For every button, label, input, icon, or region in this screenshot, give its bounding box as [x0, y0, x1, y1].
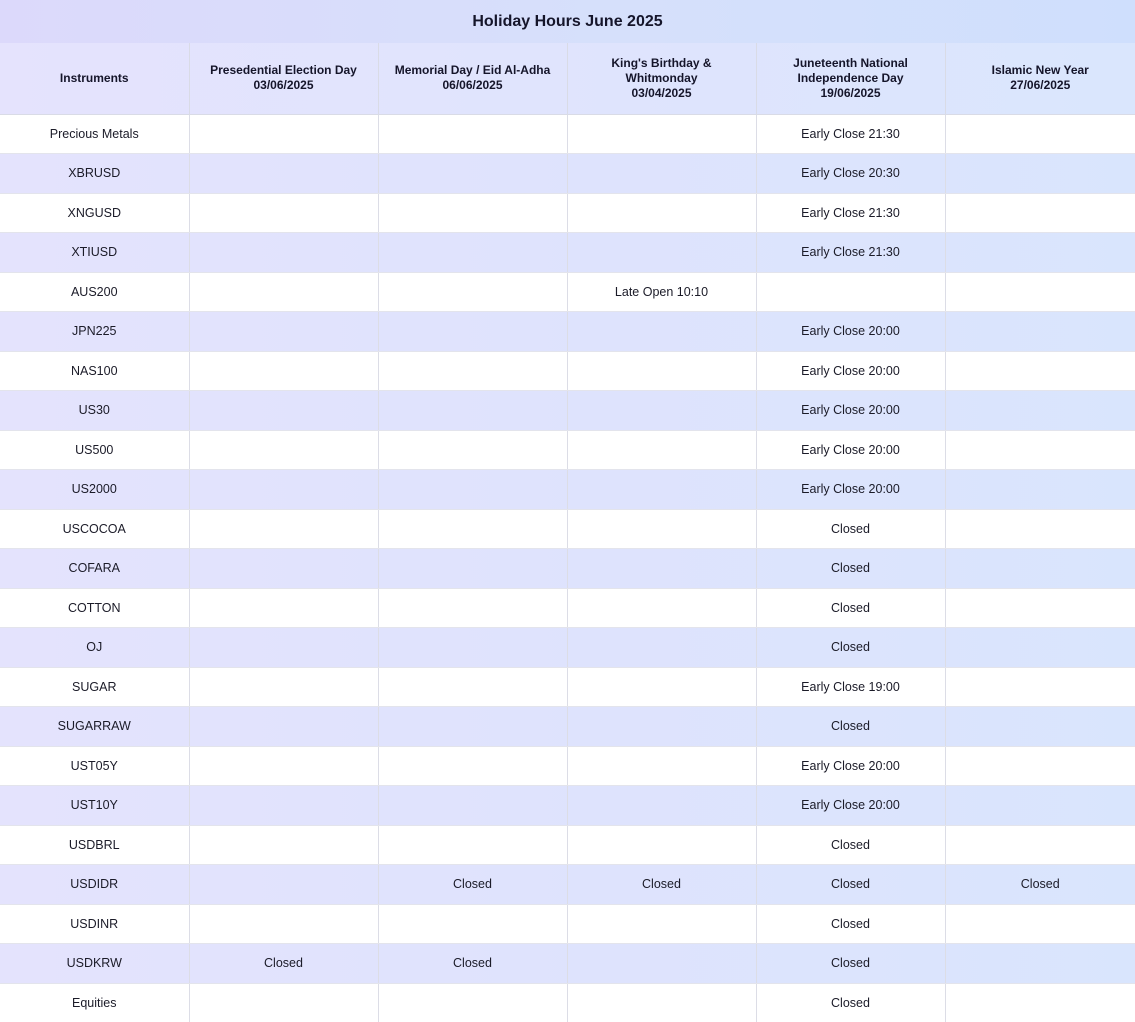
- instrument-cell: COTTON: [0, 588, 189, 628]
- hours-cell: [945, 193, 1135, 233]
- table-title: Holiday Hours June 2025: [0, 0, 1135, 43]
- hours-cell: [945, 628, 1135, 668]
- instrument-cell: OJ: [0, 628, 189, 668]
- hours-cell: [945, 351, 1135, 391]
- header-line: 03/06/2025: [253, 78, 314, 93]
- hours-cell: [378, 509, 567, 549]
- hours-cell: [378, 154, 567, 194]
- table-row: [0, 470, 1135, 510]
- hours-cell: Early Close 21:30: [756, 114, 945, 154]
- table-row: [0, 233, 1135, 273]
- hours-cell: Closed: [756, 904, 945, 944]
- hours-cell: Early Close 20:00: [756, 312, 945, 352]
- hours-cell: Early Close 21:30: [756, 193, 945, 233]
- hours-cell: Closed: [756, 944, 945, 984]
- hours-cell: [945, 588, 1135, 628]
- hours-cell: [567, 312, 756, 352]
- instrument-cell: COFARA: [0, 549, 189, 589]
- hours-cell: Early Close 20:00: [756, 786, 945, 826]
- hours-cell: [189, 549, 378, 589]
- hours-cell: Closed: [189, 944, 378, 984]
- header-instruments: [0, 43, 189, 114]
- hours-cell: [378, 825, 567, 865]
- hours-cell: [567, 707, 756, 747]
- header-row: [0, 43, 1135, 114]
- header-line: 27/06/2025: [1010, 78, 1071, 93]
- hours-cell: [189, 628, 378, 668]
- table-row: [0, 865, 1135, 905]
- header-line: Juneteenth National: [793, 55, 908, 70]
- table-row: [0, 430, 1135, 470]
- header-line: Instruments: [59, 70, 129, 85]
- instrument-cell: USCOCOA: [0, 509, 189, 549]
- hours-cell: [945, 391, 1135, 431]
- hours-cell: [567, 825, 756, 865]
- hours-cell: [189, 904, 378, 944]
- instrument-cell: AUS200: [0, 272, 189, 312]
- hours-cell: [567, 983, 756, 1022]
- hours-cell: [189, 509, 378, 549]
- hours-cell: [189, 312, 378, 352]
- hours-cell: [189, 825, 378, 865]
- hours-cell: [567, 114, 756, 154]
- table-row: [0, 628, 1135, 668]
- hours-cell: [567, 746, 756, 786]
- hours-cell: [189, 430, 378, 470]
- hours-cell: [945, 746, 1135, 786]
- header-line: Independence Day: [797, 70, 904, 85]
- hours-cell: [567, 470, 756, 510]
- header-kings-birthday-whitmonday: [567, 43, 756, 114]
- instrument-cell: Precious Metals: [0, 114, 189, 154]
- hours-cell: [945, 154, 1135, 194]
- hours-cell: [378, 233, 567, 273]
- instrument-cell: SUGARRAW: [0, 707, 189, 747]
- hours-cell: [378, 983, 567, 1022]
- header-presidential-election-day: [189, 43, 378, 114]
- hours-cell: Early Close 20:00: [756, 470, 945, 510]
- hours-cell: [378, 746, 567, 786]
- hours-cell: [189, 588, 378, 628]
- hours-cell: [189, 707, 378, 747]
- hours-cell: Closed: [567, 865, 756, 905]
- table-row: [0, 667, 1135, 707]
- hours-cell: [567, 904, 756, 944]
- hours-cell: [189, 470, 378, 510]
- instrument-cell: UST10Y: [0, 786, 189, 826]
- table-row: [0, 904, 1135, 944]
- table-row: [0, 114, 1135, 154]
- table-row: [0, 825, 1135, 865]
- table-row: [0, 154, 1135, 194]
- hours-cell: [378, 667, 567, 707]
- hours-cell: [189, 786, 378, 826]
- hours-cell: Closed: [756, 549, 945, 589]
- hours-cell: [189, 272, 378, 312]
- table-row: [0, 588, 1135, 628]
- hours-cell: [378, 628, 567, 668]
- hours-cell: [189, 983, 378, 1022]
- hours-cell: [378, 193, 567, 233]
- hours-cell: [378, 351, 567, 391]
- header-line: Memorial Day / Eid Al-Adha: [394, 63, 551, 78]
- table-row: [0, 193, 1135, 233]
- hours-cell: [945, 470, 1135, 510]
- instrument-cell: NAS100: [0, 351, 189, 391]
- hours-cell: Early Close 20:00: [756, 391, 945, 431]
- hours-cell: Closed: [756, 707, 945, 747]
- table-row: [0, 312, 1135, 352]
- hours-cell: [378, 707, 567, 747]
- instrument-cell: Equities: [0, 983, 189, 1022]
- header-line: Whitmonday: [625, 70, 698, 85]
- instrument-cell: US500: [0, 430, 189, 470]
- table-row: [0, 746, 1135, 786]
- hours-cell: [567, 944, 756, 984]
- header-islamic-new-year: [945, 43, 1135, 114]
- instrument-cell: UST05Y: [0, 746, 189, 786]
- hours-cell: Closed: [756, 628, 945, 668]
- instrument-cell: XTIUSD: [0, 233, 189, 273]
- hours-cell: [567, 233, 756, 273]
- hours-cell: Early Close 21:30: [756, 233, 945, 273]
- hours-cell: [567, 154, 756, 194]
- hours-cell: [567, 786, 756, 826]
- table-row: [0, 272, 1135, 312]
- hours-cell: [567, 667, 756, 707]
- hours-cell: [945, 983, 1135, 1022]
- table-row: [0, 707, 1135, 747]
- instrument-cell: XNGUSD: [0, 193, 189, 233]
- hours-cell: [567, 628, 756, 668]
- hours-cell: Early Close 19:00: [756, 667, 945, 707]
- hours-cell: [189, 667, 378, 707]
- header-line: King's Birthday &: [611, 55, 712, 70]
- hours-cell: [189, 351, 378, 391]
- hours-cell: [945, 509, 1135, 549]
- hours-cell: Closed: [378, 865, 567, 905]
- hours-cell: Closed: [378, 944, 567, 984]
- hours-cell: [945, 667, 1135, 707]
- hours-cell: Early Close 20:00: [756, 430, 945, 470]
- hours-cell: [189, 865, 378, 905]
- instrument-cell: US2000: [0, 470, 189, 510]
- instrument-cell: USDBRL: [0, 825, 189, 865]
- header-line: Islamic New Year: [991, 63, 1089, 78]
- table-row: [0, 549, 1135, 589]
- instrument-cell: SUGAR: [0, 667, 189, 707]
- hours-cell: [378, 114, 567, 154]
- instrument-cell: US30: [0, 391, 189, 431]
- hours-cell: [945, 904, 1135, 944]
- hours-cell: Closed: [756, 588, 945, 628]
- hours-cell: [567, 391, 756, 431]
- hours-cell: [945, 114, 1135, 154]
- table-row: [0, 983, 1135, 1022]
- table-row: [0, 786, 1135, 826]
- hours-cell: Early Close 20:00: [756, 746, 945, 786]
- hours-cell: [378, 549, 567, 589]
- hours-cell: [378, 588, 567, 628]
- hours-cell: Closed: [756, 983, 945, 1022]
- instrument-cell: USDKRW: [0, 944, 189, 984]
- header-line: Presedential Election Day: [210, 63, 357, 78]
- header-memorial-day-eid-al-adha: [378, 43, 567, 114]
- hours-cell: Late Open 10:10: [567, 272, 756, 312]
- header-line: 06/06/2025: [442, 78, 503, 93]
- hours-cell: [945, 430, 1135, 470]
- hours-cell: Closed: [756, 509, 945, 549]
- hours-cell: [945, 549, 1135, 589]
- header-line: 19/06/2025: [820, 85, 881, 100]
- table-row: [0, 944, 1135, 984]
- hours-cell: Closed: [756, 865, 945, 905]
- hours-cell: [945, 786, 1135, 826]
- hours-cell: [189, 114, 378, 154]
- hours-cell: [189, 233, 378, 273]
- hours-cell: [945, 944, 1135, 984]
- hours-cell: [756, 272, 945, 312]
- instrument-cell: USDIDR: [0, 865, 189, 905]
- hours-cell: [945, 272, 1135, 312]
- header-line: 03/04/2025: [631, 85, 692, 100]
- hours-cell: Early Close 20:30: [756, 154, 945, 194]
- header-juneteenth: [756, 43, 945, 114]
- hours-cell: [945, 233, 1135, 273]
- hours-cell: [378, 786, 567, 826]
- hours-cell: [567, 549, 756, 589]
- hours-cell: Early Close 20:00: [756, 351, 945, 391]
- table-body: [0, 114, 1135, 1022]
- hours-cell: Closed: [756, 825, 945, 865]
- hours-cell: Closed: [945, 865, 1135, 905]
- hours-cell: [378, 430, 567, 470]
- hours-cell: [189, 193, 378, 233]
- instrument-cell: USDINR: [0, 904, 189, 944]
- hours-cell: [189, 746, 378, 786]
- hours-cell: [567, 193, 756, 233]
- instrument-cell: XBRUSD: [0, 154, 189, 194]
- hours-cell: [945, 312, 1135, 352]
- hours-cell: [378, 470, 567, 510]
- hours-cell: [378, 391, 567, 431]
- hours-cell: [378, 272, 567, 312]
- table-row: [0, 391, 1135, 431]
- hours-cell: [567, 509, 756, 549]
- hours-cell: [567, 588, 756, 628]
- hours-cell: [945, 825, 1135, 865]
- hours-cell: [378, 904, 567, 944]
- hours-cell: [189, 391, 378, 431]
- hours-cell: [567, 430, 756, 470]
- instrument-cell: JPN225: [0, 312, 189, 352]
- hours-cell: [945, 707, 1135, 747]
- table-row: [0, 351, 1135, 391]
- holiday-hours-table: [0, 43, 1135, 1022]
- hours-cell: [189, 154, 378, 194]
- table-row: [0, 509, 1135, 549]
- hours-cell: [378, 312, 567, 352]
- hours-cell: [567, 351, 756, 391]
